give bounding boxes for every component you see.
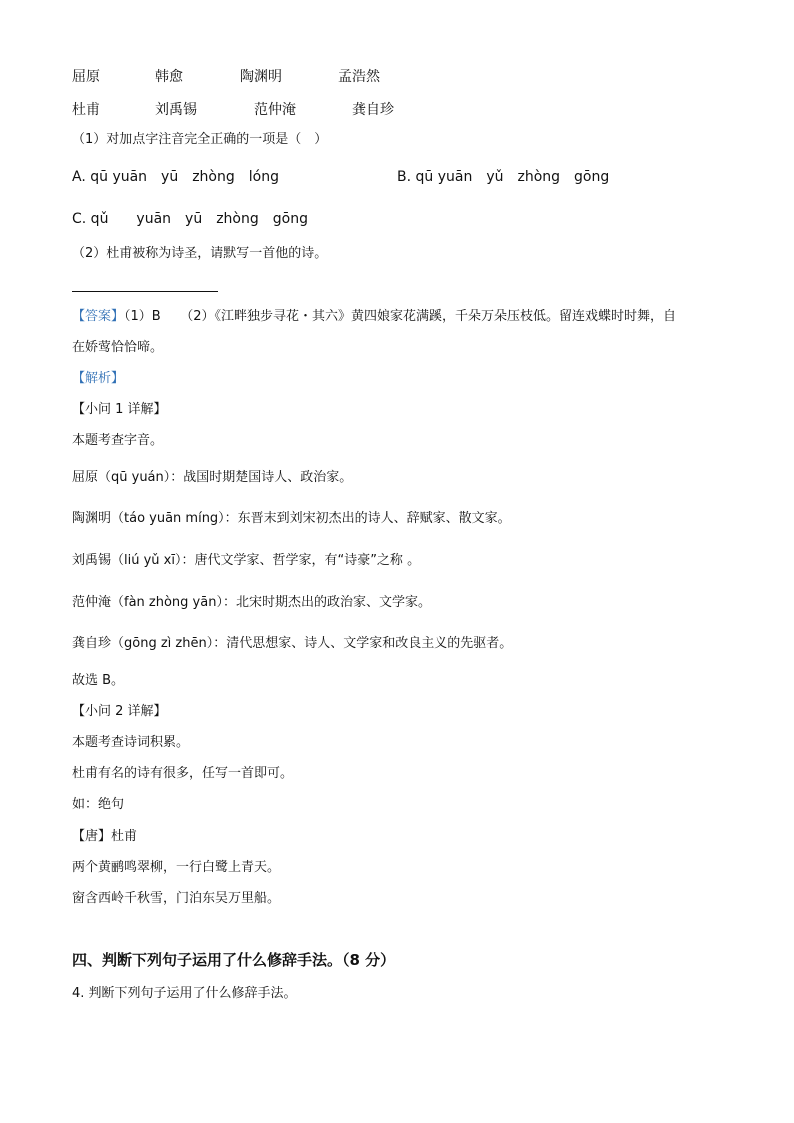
- explain-fanzhongyan: 范仲淹（fàn zhòng yān）：北宋时期杰出的政治家、文学家。: [72, 595, 431, 610]
- sub2-intro: 本题考查诗词积累。: [72, 735, 190, 750]
- poem-author: 【唐】杜甫: [72, 829, 138, 844]
- sub1-title: 【小问 1 详解】: [72, 402, 167, 417]
- name-gongzizhen: 龚自珍: [352, 102, 394, 118]
- answer-line-2: 在娇莺恰恰啼。: [72, 340, 164, 355]
- explain-taoyuanming: 陶渊明（táo yuān míng）：东晋末到刘宋初杰出的诗人、辞赋家、散文家。: [72, 511, 511, 526]
- section-4-title: 四、判断下列句子运用了什么修辞手法。（8 分）: [72, 951, 396, 969]
- conclusion: 故选 B。: [72, 673, 125, 688]
- analysis-tag: 【解析】: [72, 371, 125, 386]
- option-a: A. qū yuān yū zhòng lóng: [72, 169, 279, 185]
- option-b: B. qū yuān yǔ zhòng gōng: [397, 169, 610, 185]
- name-menghaoran: 孟浩然: [338, 69, 380, 85]
- name-fanzhongyan: 范仲淹: [254, 102, 296, 118]
- poem-line-1: 两个黄鹂鸣翠柳，一行白鹭上青天。: [72, 860, 281, 875]
- poem-line-2: 窗含西岭千秋雪，门泊东吴万里船。: [72, 891, 281, 906]
- name-hanyu: 韩愈: [155, 69, 183, 85]
- name-liuyuxi: 刘禹锡: [155, 102, 197, 118]
- explain-quyuan: 屈原（qū yuán）：战国时期楚国诗人、政治家。: [72, 470, 353, 485]
- explain-liuyuxi: 刘禹锡（liú yǔ xī）：唐代文学家、哲学家，有“诗豪”之称 。: [72, 553, 421, 568]
- answer-line-1: [72, 308, 676, 326]
- name-taoyuanming: 陶渊明: [240, 69, 282, 85]
- answer-blank-line: [72, 291, 218, 292]
- answer-tag: 【答案】: [72, 309, 125, 324]
- answer-text-1: （1）B （2）《江畔独步寻花・其六》黄四娘家花满蹊，千朵万朵压枝低。留连戏蝶时时舞，自: [124, 309, 676, 324]
- sub2-title: 【小问 2 详解】: [72, 704, 167, 719]
- example-label: 如：绝句: [72, 797, 125, 812]
- explain-gongzizhen: 龚自珍（gōng zì zhēn）：清代思想家、诗人、文学家和改良主义的先驱者。: [72, 636, 513, 651]
- sub1-intro: 本题考查字音。: [72, 433, 164, 448]
- question-4: 4. 判断下列句子运用了什么修辞手法。: [72, 986, 297, 1001]
- question-2: （2）杜甫被称为诗圣，请默写一首他的诗。: [72, 246, 328, 261]
- option-c: C. qǔ yuān yū zhòng gōng: [72, 211, 308, 227]
- name-quyuan: 屈原: [72, 69, 100, 85]
- question-1: （1）对加点字注音完全正确的一项是（ ）: [72, 132, 328, 147]
- sub2-text: 杜甫有名的诗有很多，任写一首即可。: [72, 766, 294, 781]
- name-dufu: 杜甫: [72, 102, 100, 118]
